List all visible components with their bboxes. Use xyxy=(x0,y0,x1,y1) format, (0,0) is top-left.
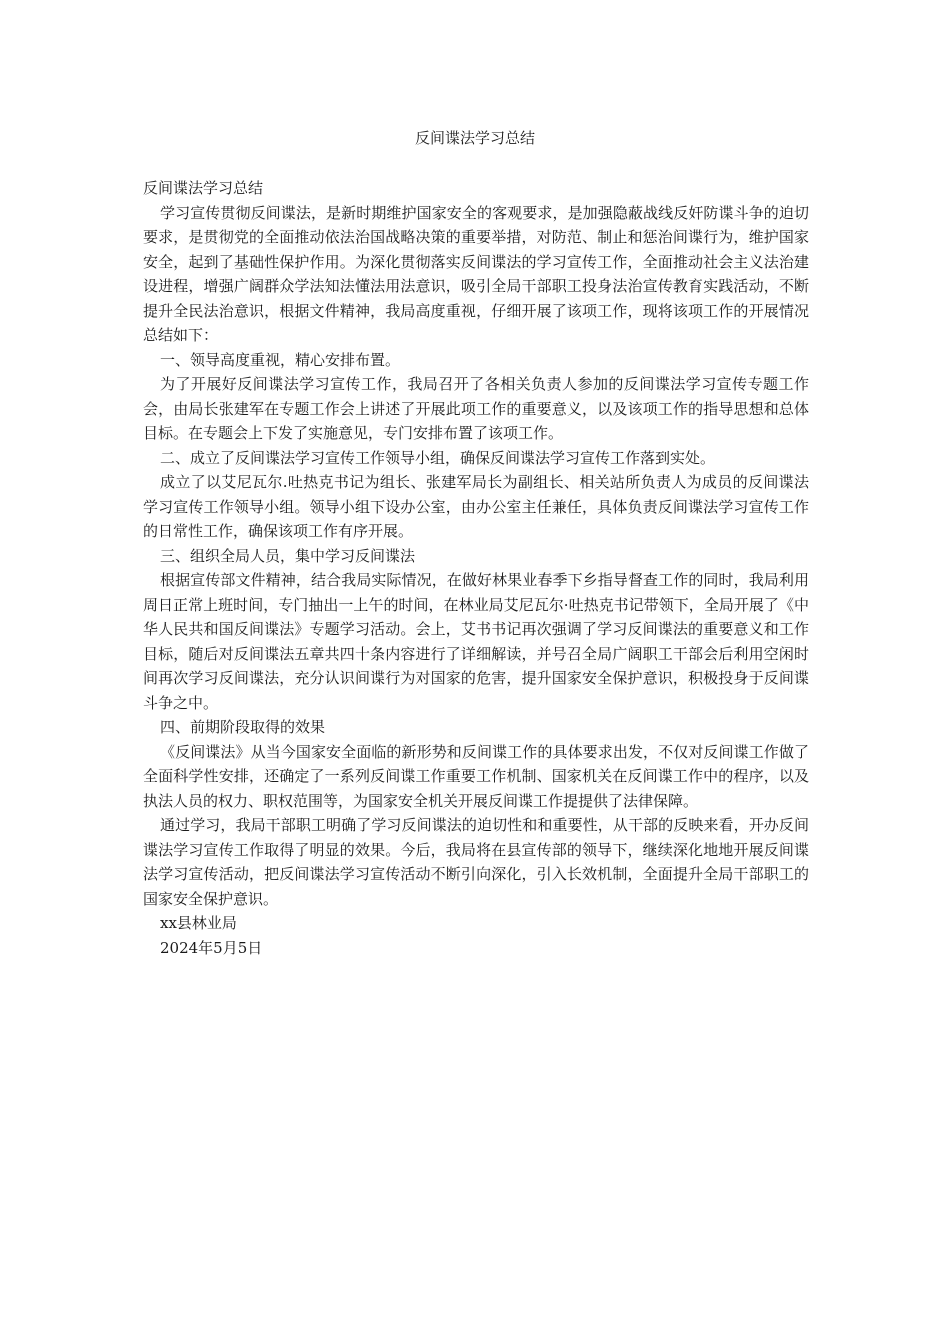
section-heading-3: 三、组织全局人员，集中学习反间谍法 xyxy=(160,546,416,565)
section-heading-4: 四、前期阶段取得的效果 xyxy=(160,718,326,736)
document-body xyxy=(143,176,809,960)
paragraph-section-3: 根据宣传部文件精神，结合我局实际情况，在做好林果业春季下乡指导督查工作的同时，我局利用周日正常上班时间，专门抽出一上午的时间，在林业局艾尼瓦尔·吐热克书记带领下，全局开展了《中华人民共和国反间谍法》专题学习活动。会上，艾书书记再次强调了学习反间谍法的重要意义和工作目标，随后对反间谍法五章共四十条内容进行了详细解读，并号召全局广阔职工干部会后利用空闲时间再次学习反间谍法，充分认识间谍行为对国家的危害，提升国家安全保护意识，积极投身于反间谍斗争之中。 xyxy=(143,571,809,712)
paragraph-section-2: 成立了以艾尼瓦尔.吐热克书记为组长、张建军局长为副组长、相关站所负责人为成员的反间谍法学习宣传工作领导小组。领导小组下设办公室，由办公室主任兼任，具体负责反间谍法学习宣传工作的日常性工作，确保该项工作有序开展。 xyxy=(143,473,809,540)
paragraph-section-4a: 《反间谍法》从当今国家安全面临的新形势和反间谍工作的具体要求出发，不仅对反间谍工作做了全面科学性安排，还确定了一系列反间谍工作重要工作机制、国家机关在反间谍工作中的程序，以及执法人员的权力、职权范围等，为国家安全机关开展反间谍工作提提供了法律保障。 xyxy=(143,742,809,810)
paragraph-intro: 学习宣传贯彻反间谍法，是新时期维护国家安全的客观要求，是加强隐蔽战线反奸防谍斗争的迫切要求，是贯彻党的全面推动依法治国战略决策的重要举措，对防范、制止和惩治间谍行为，维护国家安全，起到了基础性保护作用。为深化贯彻落实反间谍法的学习宣传工作，全面推动社会主义法治建设进程，增强广阔群众学法知法懂法用法意识，吸引全局干部职工投身法治宣传教育实践活动，不断提升全民法治意识，根据文件精神，我局高度重视，仔细开展了该项工作，现将该项工作的开展情况总结如下： xyxy=(143,203,809,344)
section-heading-1: 一、领导高度重视，精心安排布置。 xyxy=(160,350,401,369)
paragraph-section-4b: 通过学习，我局干部职工明确了学习反间谍法的迫切性和和重要性，从干部的反映来看，开办反间谍法学习宣传工作取得了明显的效果。今后，我局将在县宣传部的领导下，继续深化地地开展反间谍法学习宣传活动，把反间谍法学习宣传活动不断引向深化，引入长效机制，全面提升全局干部职工的国家安全保护意识。 xyxy=(143,816,809,908)
signature-org: xx县林业局 xyxy=(160,914,237,932)
signature-date: 2024年5月5日 xyxy=(160,938,263,957)
document-subtitle: 反间谍法学习总结 xyxy=(143,179,264,197)
section-heading-2: 二、成立了反间谍法学习宣传工作领导小组，确保反间谍法学习宣传工作落到实处。 xyxy=(160,448,716,467)
paragraph-section-1: 为了开展好反间谍法学习宣传工作，我局召开了各相关负责人参加的反间谍法学习宣传专题工作会，由局长张建军在专题工作会上讲述了开展此项工作的重要意义，以及该项工作的指导思想和总体目标。在专题会上下发了实施意见，专门安排布置了该项工作。 xyxy=(143,375,809,442)
document-title: 反间谍法学习总结 xyxy=(414,129,535,147)
